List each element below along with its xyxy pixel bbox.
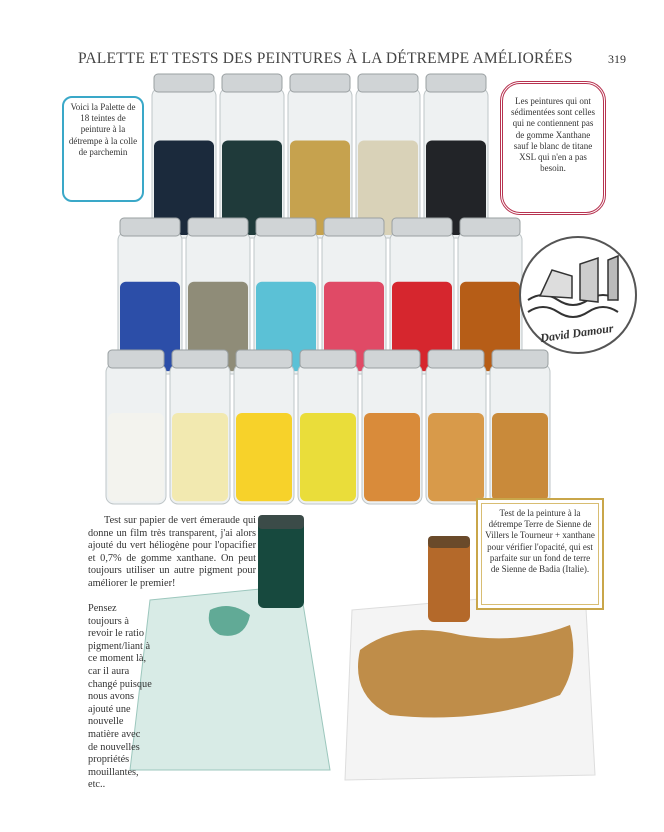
paint-jar: [356, 74, 420, 238]
green-test-paragraph: Test sur papier de vert émeraude qui donne un film très transparent, j'ai alors ajouté du vert héliogène pour l'opacifier et 0,7% de gomme xanthane. On peut toujours utiliser un autre pigment pour améliorer le premier!: [88, 515, 256, 589]
page-title: PALETTE ET TESTS DES PEINTURES À LA DÉTREMPE AMÉLIORÉES: [78, 50, 573, 67]
paint-jar: [490, 350, 550, 504]
palette-callout: Voici la Palette de 18 teintes de peinture à la détrempe à la colle de parchemin: [62, 96, 144, 202]
paint-jar: [426, 350, 486, 504]
paint-jar: [220, 74, 284, 238]
ratio-reminder-paragraph: Pensez toujours à revoir le ratio pigment/liant à ce moment là, car il aura changé puisque nous avons ajouté une nouvelle matière avec de nouvelles propriétés mouillantes, etc..: [88, 603, 152, 791]
paint-jar: [234, 350, 294, 504]
sienna-test-text: Test de la peinture à la détrempe Terre de Sienne de Villers le Tourneur + xanthane pour vérifier l'opacité, qui est parfaite sur un fond de terre de Sienne de Badia (Italie).: [485, 508, 595, 575]
paint-jar: [424, 74, 488, 238]
page-number: 319: [608, 52, 626, 66]
paint-jar: [170, 350, 230, 504]
jar-row-3: [106, 350, 550, 504]
jar-row-1: [152, 74, 488, 238]
paint-jar: [288, 74, 352, 238]
sediment-callout: Les peintures qui ont sédimentées sont celles qui ne contiennent pas de gomme Xanthane sauf le blanc de titane XSL qui n'en a pas besoin.: [500, 81, 606, 215]
logo-signature: David Damour: [539, 320, 615, 346]
sienna-test-callout: [476, 498, 604, 610]
paint-jar: [106, 350, 166, 504]
paint-jar: [298, 350, 358, 504]
paint-jar: [152, 74, 216, 238]
paint-jar: [362, 350, 422, 504]
